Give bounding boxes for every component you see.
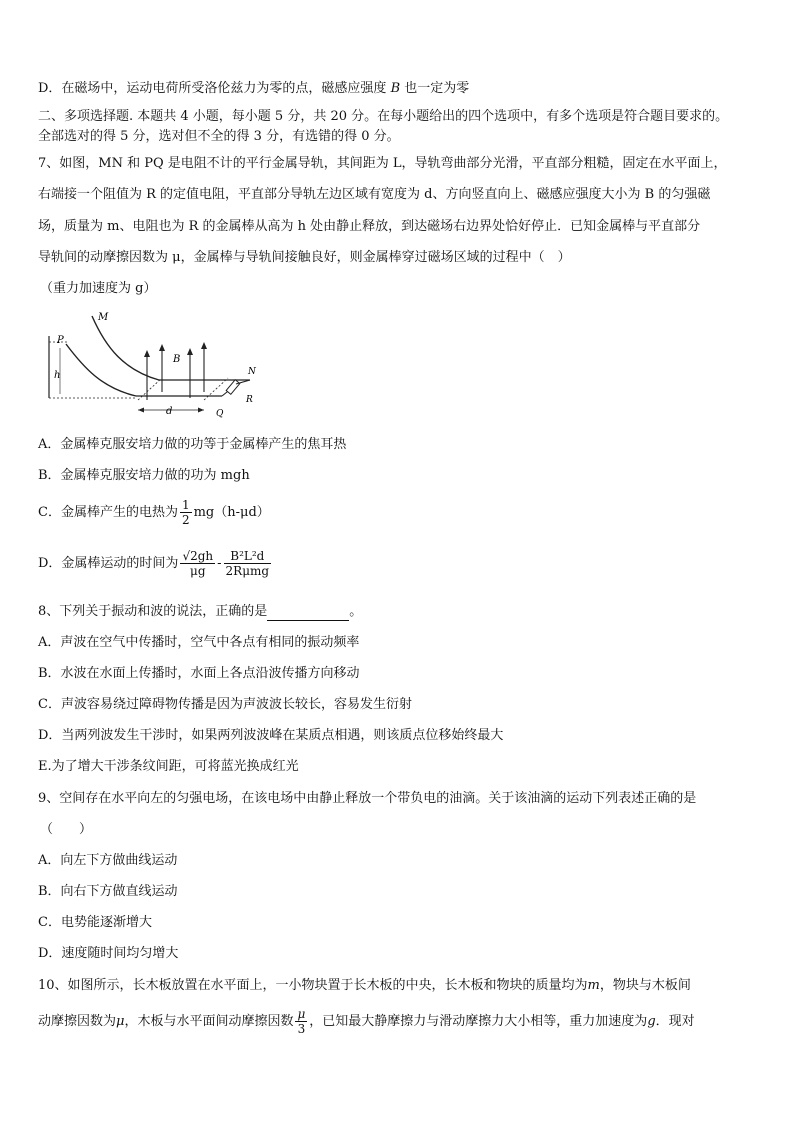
q10-line1-text-b: ，物块与木板间 — [599, 978, 691, 993]
q9-option-a: A．向左下方做曲线运动 — [38, 853, 178, 868]
q10-line2-var-g: g — [647, 1014, 656, 1029]
q7-option-c-fraction — [180, 498, 192, 527]
q7-figure-label-q: Q — [216, 409, 224, 419]
section2-line1: 二、多项选择题. 本题共 4 小题，每小题 5 分，共 20 分。在每小题给出的四个选项中，有多个选项是符合题目要求的。 — [38, 109, 729, 124]
q7-option-d — [38, 546, 273, 582]
q7-stem-line2: 右端接一个阻值为 R 的定值电阻，平直部分导轨左边区域有宽度为 d、方向竖直向上、磁感应强度大小为 B 的匀强磁 — [38, 187, 711, 202]
q7-figure-label-m: M — [98, 312, 109, 323]
q7-figure-label-n: N — [248, 367, 256, 377]
q10-line2-num: μ — [297, 1007, 306, 1021]
q7-option-d-text: D．金属棒运动的时间为 — [38, 556, 179, 571]
q7-option-d-f2-den: 2Rμmg — [225, 564, 270, 578]
q10-line2-text-c: ，已知最大静摩擦力与滑动摩擦力大小相等，重力加速度为 — [309, 1014, 648, 1029]
q7-stem-line3: 场，质量为 m、电阻也为 R 的金属棒从高为 h 处由静止释放，到达磁场右边界处恰好停止．已知金属棒与平直部分 — [38, 219, 701, 234]
q7-option-d-fraction1 — [180, 549, 215, 578]
q7-figure-label-r: R — [246, 395, 253, 405]
q8-stem-text: 8、下列关于振动和波的说法，正确的是 — [38, 604, 268, 619]
q7-figure-label-p: P — [57, 335, 64, 346]
q7-option-c-num: 1 — [181, 498, 190, 512]
q8-option-e: E.为了增大干涉条纹间距，可将蓝光换成红光 — [38, 759, 299, 774]
q10-line2-fraction — [295, 1007, 307, 1036]
q7-option-d-f2-num: B²L²d — [224, 549, 272, 564]
q10-line1-var-m: m — [587, 978, 600, 993]
q8-option-d: D．当两列波发生干涉时，如果两列波波峰在某质点相遇，则该质点位移始终最大 — [38, 728, 504, 743]
q7-option-c — [38, 496, 270, 530]
q7-option-a: A．金属棒克服安培力做的功等于金属棒产生的焦耳热 — [38, 437, 347, 452]
q10-stem-line2 — [38, 1004, 695, 1040]
q8-stem — [38, 603, 362, 621]
q6-option-d-var: B — [390, 81, 401, 96]
q10-line1-text-a: 10、如图所示，长木板放置在水平面上，一小物块置于长木板的中央，长木板和物块的质量均为 — [38, 978, 588, 993]
q7-option-c-text: C．金属棒产生的电热为 — [38, 505, 178, 520]
q7-figure-label-h: h — [54, 370, 61, 381]
q7-option-c-den: 2 — [181, 513, 190, 527]
q8-option-c: C．声波容易绕过障碍物传播是因为声波波长较长，容易发生衍射 — [38, 697, 412, 712]
q7-stem-line4: 导轨间的动摩擦因数为 μ，金属棒与导轨间接触良好，则金属棒穿过磁场区域的过程中（ ） — [38, 250, 571, 265]
q7-option-b: B．金属棒克服安培力做的功为 mgh — [38, 468, 250, 483]
q6-option-d — [38, 80, 469, 98]
q10-line2-text-a: 动摩擦因数为 — [38, 1014, 117, 1029]
q7-rail-diagram — [44, 308, 264, 420]
q6-option-d-tail: 也一定为零 — [404, 81, 470, 96]
q10-line2-var-mu: μ — [116, 1014, 125, 1029]
q9-stem: 9、空间存在水平向左的匀强电场，在该电场中由静止释放一个带负电的油滴。关于该油滴的运动下列表述正确的是 — [38, 791, 697, 806]
q9-option-d: D．速度随时间均匀增大 — [38, 946, 179, 961]
q7-option-d-f1-den: μg — [190, 564, 206, 578]
q7-figure-label-b: B — [173, 354, 181, 365]
q7-stem-line5: （重力加速度为 g） — [40, 281, 157, 296]
q7-option-c-expr: mg（h-μd） — [193, 505, 270, 520]
q9-answer-paren: （ ） — [40, 822, 93, 837]
q8-stem-end: 。 — [349, 604, 363, 619]
q6-option-d-text: D．在磁场中，运动电荷所受洛伦兹力为零的点，磁感应强度 — [38, 81, 387, 96]
q10-line2-text-d: ．现对 — [655, 1014, 695, 1029]
section2-line2: 全部选对的得 5 分，选对但不全的得 3 分，有选错的得 0 分。 — [38, 129, 400, 144]
q10-line2-text-b: ，木板与水平面间动摩擦因数 — [124, 1014, 294, 1029]
q8-option-a: A．声波在空气中传播时，空气中各点有相同的振动频率 — [38, 635, 360, 650]
q9-option-c: C．电势能逐渐增大 — [38, 915, 152, 930]
q7-option-d-fraction2 — [224, 549, 272, 578]
q8-option-b: B．水波在水面上传播时，水面上各点沿波传播方向移动 — [38, 666, 360, 681]
q9-option-b: B．向右下方做直线运动 — [38, 884, 178, 899]
q7-stem-line1: 7、如图，MN 和 PQ 是电阻不计的平行金属导轨，其间距为 L，导轨弯曲部分光滑，平直部分粗糙，固定在水平面上， — [38, 156, 727, 171]
q7-option-d-f1-num: √2gh — [182, 549, 214, 563]
q8-answer-blank — [267, 606, 349, 621]
q7-option-d-minus: - — [217, 556, 222, 571]
q10-stem-line1 — [38, 977, 691, 995]
q7-figure-label-d: d — [166, 406, 173, 417]
q10-line2-den: 3 — [297, 1022, 306, 1036]
